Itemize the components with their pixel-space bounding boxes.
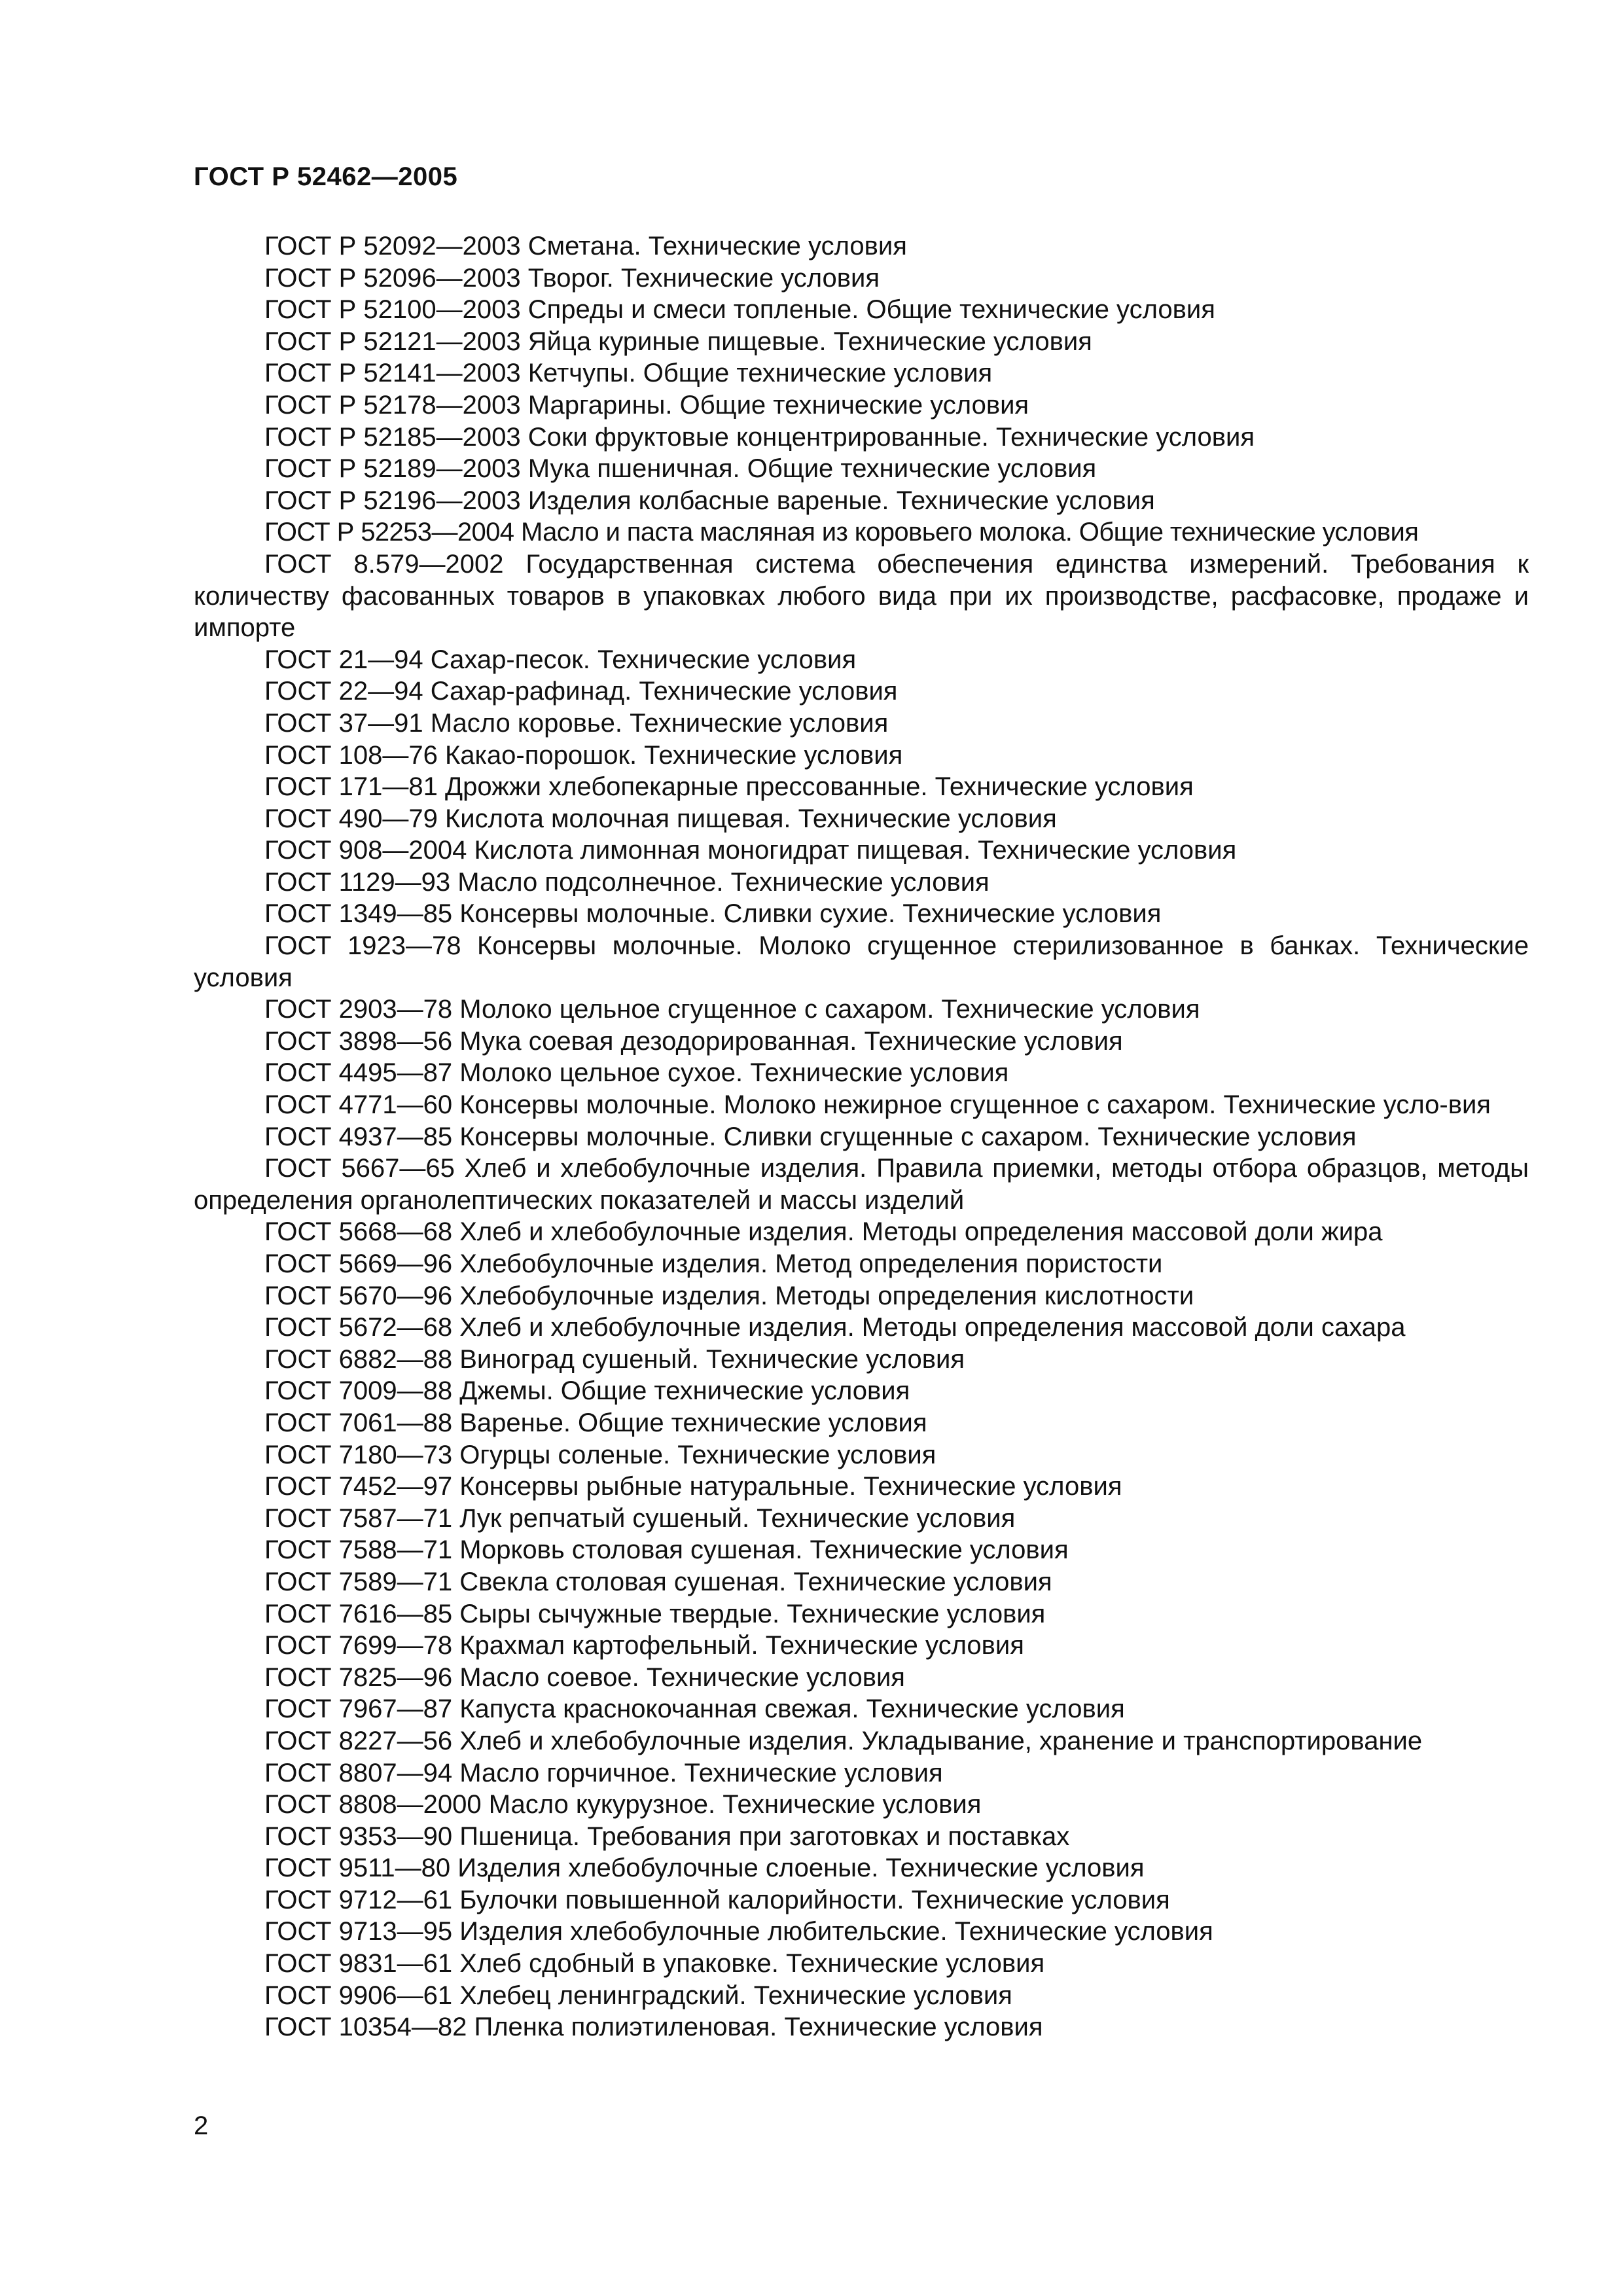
- page-number: 2: [194, 2111, 209, 2140]
- reference-entry: ГОСТ 7967—87 Капуста краснокочанная свежая. Технические условия: [264, 1695, 1125, 1724]
- reference-entry: ГОСТ 7589—71 Свекла столовая сушеная. Технические условия: [264, 1567, 1052, 1596]
- reference-entry: ГОСТ Р 52092—2003 Сметана. Технические условия: [264, 232, 907, 260]
- reference-entry: ГОСТ 37—91 Масло коровье. Технические условия: [264, 708, 889, 738]
- reference-entry: ГОСТ 8.579—2002 Государственная система обеспечения единства измерений. Требования к количеству фасованных товаров в упаковках любого вида при их производстве, расфасовке, продаже и импорте: [194, 549, 1529, 643]
- reference-entry: ГОСТ Р 52253—2004 Масло и паста масляная из коровьего молока. Общие технические условия: [264, 518, 1419, 547]
- reference-entry: ГОСТ 10354—82 Пленка полиэтиленовая. Технические условия: [264, 2013, 1043, 2042]
- reference-entry: ГОСТ Р 52196—2003 Изделия колбасные вареные. Технические условия: [264, 486, 1155, 515]
- reference-entry: ГОСТ 9511—80 Изделия хлебобулочные слоеные. Технические условия: [264, 1854, 1145, 1883]
- normative-references-list: [194, 230, 1529, 2043]
- reference-entry: ГОСТ 9713—95 Изделия хлебобулочные любительские. Технические условия: [264, 1917, 1213, 1946]
- reference-entry: ГОСТ 8808—2000 Масло кукурузное. Технические условия: [264, 1790, 982, 1820]
- reference-entry: ГОСТ Р 52189—2003 Мука пшеничная. Общие технические условия: [264, 454, 1097, 484]
- reference-entry: ГОСТ 1923—78 Консервы молочные. Молоко сгущенное стерилизованное в банках. Технические условия: [194, 931, 1529, 992]
- reference-entry: ГОСТ 5667—65 Хлеб и хлебобулочные изделия. Правила приемки, методы отбора образцов, методы определения органолептических показателей и массы изделий: [194, 1154, 1529, 1215]
- reference-entry: ГОСТ 2903—78 Молоко цельное сгущенное с сахаром. Технические условия: [264, 995, 1200, 1024]
- reference-entry: ГОСТ 108—76 Какао-порошок. Технические условия: [264, 740, 903, 770]
- reference-entry: ГОСТ 7587—71 Лук репчатый сушеный. Технические условия: [264, 1503, 1016, 1533]
- reference-entry: ГОСТ 171—81 Дрожжи хлебопекарные прессованные. Технические условия: [264, 772, 1194, 802]
- reference-entry: ГОСТ 8807—94 Масло горчичное. Технические условия: [264, 1758, 943, 1787]
- reference-entry: ГОСТ 7009—88 Джемы. Общие технические условия: [264, 1376, 910, 1406]
- reference-entry: ГОСТ 7452—97 Консервы рыбные натуральные. Технические условия: [264, 1472, 1122, 1501]
- reference-entry: ГОСТ 9712—61 Булочки повышенной калорийности. Технические условия: [264, 1885, 1170, 1914]
- reference-entry: ГОСТ 21—94 Сахар-песок. Технические условия: [264, 645, 857, 674]
- reference-entry: ГОСТ 7180—73 Огурцы соленые. Технические условия: [264, 1440, 936, 1469]
- reference-entry: ГОСТ 5668—68 Хлеб и хлебобулочные изделия. Методы определения массовой доли жира: [264, 1217, 1383, 1247]
- reference-entry: ГОСТ Р 52141—2003 Кетчупы. Общие технические условия: [264, 359, 993, 388]
- reference-entry: ГОСТ 4937—85 Консервы молочные. Сливки сгущенные с сахаром. Технические условия: [264, 1122, 1357, 1151]
- reference-entry: ГОСТ 4771—60 Консервы молочные. Молоко нежирное сгущенное с сахаром. Технические усло-вия: [264, 1090, 1491, 1120]
- reference-entry: ГОСТ 1129—93 Масло подсолнечное. Технические условия: [264, 867, 990, 897]
- reference-entry: ГОСТ Р 52121—2003 Яйца куриные пищевые. Технические условия: [264, 327, 1092, 356]
- reference-entry: ГОСТ 1349—85 Консервы молочные. Сливки сухие. Технические условия: [264, 899, 1162, 929]
- reference-entry: ГОСТ 7699—78 Крахмал картофельный. Технические условия: [264, 1631, 1024, 1660]
- reference-entry: ГОСТ 9906—61 Хлебец ленинградский. Технические условия: [264, 1981, 1012, 2010]
- reference-entry: ГОСТ Р 52178—2003 Маргарины. Общие технические условия: [264, 390, 1029, 420]
- reference-entry: ГОСТ 5669—96 Хлебобулочные изделия. Метод определения пористости: [264, 1249, 1163, 1278]
- reference-entry: ГОСТ 7061—88 Варенье. Общие технические условия: [264, 1408, 927, 1437]
- reference-entry: ГОСТ 908—2004 Кислота лимонная моногидрат пищевая. Технические условия: [264, 836, 1237, 865]
- reference-entry: ГОСТ 9353—90 Пшеница. Требования при заготовках и поставках: [264, 1821, 1070, 1851]
- reference-entry: ГОСТ 490—79 Кислота молочная пищевая. Технические условия: [264, 804, 1057, 833]
- reference-entry: ГОСТ 8227—56 Хлеб и хлебобулочные изделия. Укладывание, хранение и транспортирование: [264, 1726, 1423, 1755]
- reference-entry: ГОСТ 6882—88 Виноград сушеный. Технические условия: [264, 1344, 965, 1374]
- reference-entry: ГОСТ Р 52185—2003 Соки фруктовые концентрированные. Технические условия: [264, 422, 1255, 452]
- reference-entry: ГОСТ 3898—56 Мука соевая дезодорированная. Технические условия: [264, 1026, 1123, 1056]
- reference-entry: ГОСТ 7588—71 Морковь столовая сушеная. Технические условия: [264, 1535, 1069, 1565]
- reference-entry: ГОСТ 22—94 Сахар-рафинад. Технические условия: [264, 677, 898, 706]
- reference-entry: ГОСТ 5670—96 Хлебобулочные изделия. Методы определения кислотности: [264, 1281, 1194, 1310]
- reference-entry: ГОСТ 4495—87 Молоко цельное сухое. Технические условия: [264, 1058, 1009, 1088]
- reference-entry: ГОСТ 9831—61 Хлеб сдобный в упаковке. Технические условия: [264, 1949, 1045, 1979]
- reference-entry: ГОСТ 5672—68 Хлеб и хлебобулочные изделия. Методы определения массовой доли сахара: [264, 1313, 1406, 1342]
- page-header: ГОСТ Р 52462—2005: [194, 162, 458, 191]
- reference-entry: ГОСТ Р 52100—2003 Спреды и смеси топленые. Общие технические условия: [264, 295, 1215, 325]
- reference-entry: ГОСТ Р 52096—2003 Творог. Технические условия: [264, 263, 880, 293]
- reference-entry: ГОСТ 7825—96 Масло соевое. Технические условия: [264, 1662, 905, 1692]
- reference-entry: ГОСТ 7616—85 Сыры сычужные твердые. Технические условия: [264, 1599, 1046, 1628]
